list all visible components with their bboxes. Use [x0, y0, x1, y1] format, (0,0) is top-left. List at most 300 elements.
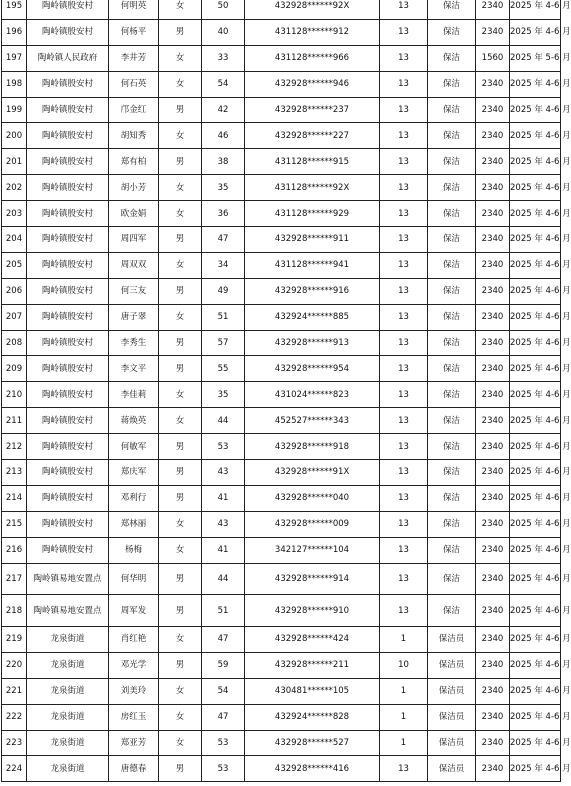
table-row [2, 382, 561, 408]
amount-cell: 2340 [476, 97, 510, 123]
unit-cell: 陶岭镇人民政府 [27, 45, 109, 71]
period-cell: 2025 年 4-6 月 [510, 149, 561, 175]
table-row [2, 19, 561, 45]
period-cell: 2025 年 4-6 月 [510, 123, 561, 149]
amount-cell: 2340 [476, 537, 510, 563]
post-cell: 保洁 [428, 511, 476, 537]
name-cell: 邓光学 [109, 652, 159, 678]
age-cell: 34 [202, 252, 245, 278]
unit-cell: 陶岭镇殷安村 [27, 19, 109, 45]
age-cell: 50 [202, 0, 245, 19]
name-cell: 欧金娟 [109, 201, 159, 227]
id-number-cell: 432924******885 [245, 304, 380, 330]
period-cell: 2025 年 4-6 月 [510, 704, 561, 730]
id-number-cell: 432928******527 [245, 730, 380, 756]
table-row [2, 537, 561, 563]
table-row [2, 756, 561, 782]
unit-cell: 陶岭镇易地安置点 [27, 595, 109, 627]
row-number: 221 [2, 678, 27, 704]
row-number: 207 [2, 304, 27, 330]
amount-cell: 2340 [476, 19, 510, 45]
period-cell: 2025 年 4-6 月 [510, 201, 561, 227]
amount-cell: 1560 [476, 45, 510, 71]
name-cell: 房红玉 [109, 704, 159, 730]
staff-table [1, 0, 571, 782]
months-cell: 1 [380, 678, 428, 704]
table-body [2, 0, 571, 782]
post-cell: 保洁员 [428, 756, 476, 782]
post-cell: 保洁 [428, 252, 476, 278]
post-cell: 保洁员 [428, 678, 476, 704]
age-cell: 42 [202, 97, 245, 123]
id-number-cell: 432928******910 [245, 595, 380, 627]
row-number: 218 [2, 595, 27, 627]
gender-cell: 女 [159, 626, 202, 652]
amount-cell: 2340 [476, 678, 510, 704]
gender-cell: 女 [159, 730, 202, 756]
age-cell: 53 [202, 756, 245, 782]
unit-cell: 龙泉街道 [27, 652, 109, 678]
period-cell: 2025 年 4-6 月 [510, 460, 561, 486]
unit-cell: 陶岭镇殷安村 [27, 71, 109, 97]
unit-cell: 陶岭镇易地安置点 [27, 563, 109, 595]
name-cell: 蒋焕英 [109, 408, 159, 434]
period-cell: 2025 年 4-6 月 [510, 175, 561, 201]
table-row [2, 175, 561, 201]
period-cell: 2025 年 4-6 月 [510, 678, 561, 704]
id-number-cell: 432928******040 [245, 485, 380, 511]
months-cell: 13 [380, 356, 428, 382]
name-cell: 唐子翠 [109, 304, 159, 330]
amount-cell: 2340 [476, 652, 510, 678]
months-cell: 13 [380, 149, 428, 175]
months-cell: 13 [380, 330, 428, 356]
name-cell: 周四军 [109, 227, 159, 253]
months-cell: 13 [380, 434, 428, 460]
table-row [2, 652, 561, 678]
row-number: 195 [2, 0, 27, 19]
name-cell: 何杨平 [109, 19, 159, 45]
amount-cell: 2340 [476, 408, 510, 434]
gender-cell: 男 [159, 330, 202, 356]
age-cell: 46 [202, 123, 245, 149]
row-number: 203 [2, 201, 27, 227]
name-cell: 唐德春 [109, 756, 159, 782]
row-number: 198 [2, 71, 27, 97]
row-number: 201 [2, 149, 27, 175]
months-cell: 1 [380, 730, 428, 756]
id-number-cell: 431128******929 [245, 201, 380, 227]
id-number-cell: 431128******92X [245, 175, 380, 201]
name-cell: 郑亚芳 [109, 730, 159, 756]
id-number-cell: 432928******424 [245, 626, 380, 652]
gender-cell: 男 [159, 595, 202, 627]
age-cell: 51 [202, 304, 245, 330]
post-cell: 保洁 [428, 201, 476, 227]
unit-cell: 陶岭镇殷安村 [27, 201, 109, 227]
unit-cell: 陶岭镇殷安村 [27, 537, 109, 563]
table-row [2, 434, 561, 460]
table-row [2, 149, 561, 175]
gender-cell: 女 [159, 537, 202, 563]
gender-cell: 女 [159, 201, 202, 227]
name-cell: 周军发 [109, 595, 159, 627]
unit-cell: 陶岭镇殷安村 [27, 149, 109, 175]
unit-cell: 龙泉街道 [27, 678, 109, 704]
gender-cell: 男 [159, 356, 202, 382]
age-cell: 44 [202, 563, 245, 595]
post-cell: 保洁员 [428, 730, 476, 756]
row-number: 214 [2, 485, 27, 511]
gender-cell: 男 [159, 227, 202, 253]
period-cell: 2025 年 4-6 月 [510, 563, 561, 595]
period-cell: 2025 年 4-6 月 [510, 304, 561, 330]
id-number-cell: 431128******941 [245, 252, 380, 278]
post-cell: 保洁员 [428, 626, 476, 652]
months-cell: 13 [380, 175, 428, 201]
amount-cell: 2340 [476, 330, 510, 356]
name-cell: 李文平 [109, 356, 159, 382]
unit-cell: 陶岭镇殷安村 [27, 434, 109, 460]
id-number-cell: 432928******918 [245, 434, 380, 460]
id-number-cell: 452527******343 [245, 408, 380, 434]
months-cell: 13 [380, 563, 428, 595]
period-cell: 2025 年 4-6 月 [510, 730, 561, 756]
name-cell: 何三友 [109, 278, 159, 304]
age-cell: 51 [202, 595, 245, 627]
amount-cell: 2340 [476, 356, 510, 382]
unit-cell: 陶岭镇殷安村 [27, 382, 109, 408]
gender-cell: 男 [159, 756, 202, 782]
row-number: 209 [2, 356, 27, 382]
row-number: 219 [2, 626, 27, 652]
name-cell: 邓利行 [109, 485, 159, 511]
months-cell: 13 [380, 97, 428, 123]
post-cell: 保洁 [428, 408, 476, 434]
table-row [2, 252, 561, 278]
amount-cell: 2340 [476, 149, 510, 175]
age-cell: 40 [202, 19, 245, 45]
row-number: 215 [2, 511, 27, 537]
amount-cell: 2340 [476, 304, 510, 330]
months-cell: 13 [380, 0, 428, 19]
gender-cell: 男 [159, 485, 202, 511]
unit-cell: 陶岭镇殷安村 [27, 330, 109, 356]
period-cell: 2025 年 4-6 月 [510, 434, 561, 460]
amount-cell: 2340 [476, 730, 510, 756]
age-cell: 43 [202, 511, 245, 537]
name-cell: 何华明 [109, 563, 159, 595]
amount-cell: 2340 [476, 460, 510, 486]
id-number-cell: 431024******823 [245, 382, 380, 408]
amount-cell: 2340 [476, 511, 510, 537]
months-cell: 13 [380, 511, 428, 537]
row-number: 208 [2, 330, 27, 356]
unit-cell: 陶岭镇殷安村 [27, 175, 109, 201]
gender-cell: 女 [159, 252, 202, 278]
unit-cell: 龙泉街道 [27, 704, 109, 730]
amount-cell: 2340 [476, 434, 510, 460]
gender-cell: 男 [159, 149, 202, 175]
age-cell: 57 [202, 330, 245, 356]
id-number-cell: 432928******237 [245, 97, 380, 123]
age-cell: 49 [202, 278, 245, 304]
post-cell: 保洁员 [428, 704, 476, 730]
age-cell: 59 [202, 652, 245, 678]
table-row [2, 356, 561, 382]
months-cell: 13 [380, 304, 428, 330]
post-cell: 保洁 [428, 485, 476, 511]
table-row [2, 304, 561, 330]
id-number-cell: 432928******911 [245, 227, 380, 253]
months-cell: 13 [380, 19, 428, 45]
amount-cell: 2340 [476, 0, 510, 19]
post-cell: 保洁 [428, 537, 476, 563]
months-cell: 13 [380, 45, 428, 71]
row-number: 213 [2, 460, 27, 486]
row-number: 197 [2, 45, 27, 71]
months-cell: 13 [380, 123, 428, 149]
table-row [2, 201, 561, 227]
table-row [2, 485, 561, 511]
unit-cell: 陶岭镇殷安村 [27, 460, 109, 486]
period-cell: 2025 年 4-6 月 [510, 408, 561, 434]
gender-cell: 男 [159, 278, 202, 304]
period-cell: 2025 年 4-6 月 [510, 595, 561, 627]
age-cell: 55 [202, 356, 245, 382]
gender-cell: 女 [159, 678, 202, 704]
amount-cell: 2340 [476, 626, 510, 652]
amount-cell: 2340 [476, 756, 510, 782]
amount-cell: 2340 [476, 123, 510, 149]
table-row [2, 678, 561, 704]
post-cell: 保洁 [428, 460, 476, 486]
table-row [2, 563, 561, 595]
gender-cell: 女 [159, 0, 202, 19]
post-cell: 保洁 [428, 227, 476, 253]
age-cell: 47 [202, 626, 245, 652]
unit-cell: 龙泉街道 [27, 626, 109, 652]
post-cell: 保洁员 [428, 652, 476, 678]
age-cell: 36 [202, 201, 245, 227]
id-number-cell: 432924******828 [245, 704, 380, 730]
name-cell: 何敏军 [109, 434, 159, 460]
id-number-cell: 432928******211 [245, 652, 380, 678]
post-cell: 保洁 [428, 563, 476, 595]
amount-cell: 2340 [476, 485, 510, 511]
post-cell: 保洁 [428, 382, 476, 408]
gender-cell: 女 [159, 175, 202, 201]
amount-cell: 2340 [476, 595, 510, 627]
months-cell: 13 [380, 756, 428, 782]
period-cell: 2025 年 4-6 月 [510, 278, 561, 304]
amount-cell: 2340 [476, 71, 510, 97]
row-number: 204 [2, 227, 27, 253]
months-cell: 13 [380, 408, 428, 434]
months-cell: 13 [380, 382, 428, 408]
unit-cell: 陶岭镇殷安村 [27, 0, 109, 19]
unit-cell: 陶岭镇殷安村 [27, 356, 109, 382]
post-cell: 保洁 [428, 356, 476, 382]
post-cell: 保洁 [428, 175, 476, 201]
id-number-cell: 431128******966 [245, 45, 380, 71]
row-number: 206 [2, 278, 27, 304]
post-cell: 保洁 [428, 278, 476, 304]
row-number: 216 [2, 537, 27, 563]
period-cell: 2025 年 4-6 月 [510, 19, 561, 45]
months-cell: 1 [380, 704, 428, 730]
table-row [2, 71, 561, 97]
gender-cell: 男 [159, 652, 202, 678]
row-number: 211 [2, 408, 27, 434]
table-row [2, 227, 561, 253]
table-row [2, 97, 561, 123]
name-cell: 胡小芳 [109, 175, 159, 201]
months-cell: 13 [380, 71, 428, 97]
gender-cell: 女 [159, 45, 202, 71]
months-cell: 13 [380, 485, 428, 511]
table-row [2, 730, 561, 756]
period-cell: 2025 年 4-6 月 [510, 97, 561, 123]
amount-cell: 2340 [476, 175, 510, 201]
period-cell: 2025 年 4-6 月 [510, 626, 561, 652]
period-cell: 2025 年 4-6 月 [510, 511, 561, 537]
table-row [2, 0, 561, 19]
period-cell: 2025 年 4-6 月 [510, 756, 561, 782]
unit-cell: 陶岭镇殷安村 [27, 408, 109, 434]
table-row [2, 408, 561, 434]
id-number-cell: 432928******009 [245, 511, 380, 537]
row-number: 199 [2, 97, 27, 123]
period-cell: 2025 年 5-6 月 [510, 45, 561, 71]
amount-cell: 2340 [476, 382, 510, 408]
name-cell: 郑有柏 [109, 149, 159, 175]
age-cell: 41 [202, 537, 245, 563]
gender-cell: 男 [159, 19, 202, 45]
post-cell: 保洁 [428, 71, 476, 97]
gender-cell: 女 [159, 511, 202, 537]
table-row [2, 45, 561, 71]
id-number-cell: 342127******104 [245, 537, 380, 563]
gender-cell: 女 [159, 123, 202, 149]
id-number-cell: 432928******91X [245, 460, 380, 486]
id-number-cell: 432928******92X [245, 0, 380, 19]
table-row [2, 595, 561, 627]
post-cell: 保洁 [428, 149, 476, 175]
post-cell: 保洁 [428, 19, 476, 45]
amount-cell: 2340 [476, 201, 510, 227]
period-cell: 2025 年 4-6 月 [510, 356, 561, 382]
period-cell: 2025 年 4-6 月 [510, 330, 561, 356]
gender-cell: 女 [159, 704, 202, 730]
id-number-cell: 431128******915 [245, 149, 380, 175]
months-cell: 13 [380, 537, 428, 563]
period-cell: 2025 年 4-6 月 [510, 485, 561, 511]
gender-cell: 女 [159, 408, 202, 434]
age-cell: 54 [202, 678, 245, 704]
post-cell: 保洁 [428, 434, 476, 460]
id-number-cell: 432928******954 [245, 356, 380, 382]
unit-cell: 陶岭镇殷安村 [27, 252, 109, 278]
months-cell: 13 [380, 201, 428, 227]
gender-cell: 男 [159, 434, 202, 460]
name-cell: 何石英 [109, 71, 159, 97]
unit-cell: 龙泉街道 [27, 756, 109, 782]
name-cell: 周双双 [109, 252, 159, 278]
name-cell: 邝金红 [109, 97, 159, 123]
period-cell: 2025 年 4-6 月 [510, 382, 561, 408]
table-row [2, 330, 561, 356]
post-cell: 保洁 [428, 330, 476, 356]
period-cell: 2025 年 4-6 月 [510, 652, 561, 678]
post-cell: 保洁 [428, 304, 476, 330]
name-cell: 何明英 [109, 0, 159, 19]
name-cell: 郑林丽 [109, 511, 159, 537]
name-cell: 杨梅 [109, 537, 159, 563]
age-cell: 35 [202, 382, 245, 408]
post-cell: 保洁 [428, 45, 476, 71]
id-number-cell: 432928******946 [245, 71, 380, 97]
name-cell: 郑庆军 [109, 460, 159, 486]
months-cell: 13 [380, 595, 428, 627]
amount-cell: 2340 [476, 278, 510, 304]
age-cell: 53 [202, 434, 245, 460]
row-number: 224 [2, 756, 27, 782]
amount-cell: 2340 [476, 227, 510, 253]
name-cell: 李井芳 [109, 45, 159, 71]
months-cell: 13 [380, 252, 428, 278]
gender-cell: 男 [159, 563, 202, 595]
period-cell: 2025 年 4-6 月 [510, 227, 561, 253]
amount-cell: 2340 [476, 704, 510, 730]
row-number: 212 [2, 434, 27, 460]
unit-cell: 陶岭镇殷安村 [27, 123, 109, 149]
months-cell: 10 [380, 652, 428, 678]
unit-cell: 龙泉街道 [27, 730, 109, 756]
months-cell: 13 [380, 227, 428, 253]
row-number: 210 [2, 382, 27, 408]
gender-cell: 女 [159, 304, 202, 330]
id-number-cell: 432928******227 [245, 123, 380, 149]
period-cell: 2025 年 4-6 月 [510, 537, 561, 563]
gender-cell: 男 [159, 460, 202, 486]
months-cell: 13 [380, 460, 428, 486]
gender-cell: 女 [159, 382, 202, 408]
age-cell: 54 [202, 71, 245, 97]
id-number-cell: 432928******916 [245, 278, 380, 304]
months-cell: 13 [380, 278, 428, 304]
months-cell: 1 [380, 626, 428, 652]
row-number: 202 [2, 175, 27, 201]
row-number: 200 [2, 123, 27, 149]
post-cell: 保洁 [428, 0, 476, 19]
name-cell: 肖红艳 [109, 626, 159, 652]
row-number: 205 [2, 252, 27, 278]
period-cell: 2025 年 4-6 月 [510, 71, 561, 97]
post-cell: 保洁 [428, 595, 476, 627]
age-cell: 33 [202, 45, 245, 71]
age-cell: 53 [202, 730, 245, 756]
unit-cell: 陶岭镇殷安村 [27, 278, 109, 304]
name-cell: 李佳莉 [109, 382, 159, 408]
id-number-cell: 430481******105 [245, 678, 380, 704]
table-row [2, 511, 561, 537]
row-number: 222 [2, 704, 27, 730]
gender-cell: 女 [159, 71, 202, 97]
age-cell: 35 [202, 175, 245, 201]
unit-cell: 陶岭镇殷安村 [27, 511, 109, 537]
name-cell: 胡知秀 [109, 123, 159, 149]
